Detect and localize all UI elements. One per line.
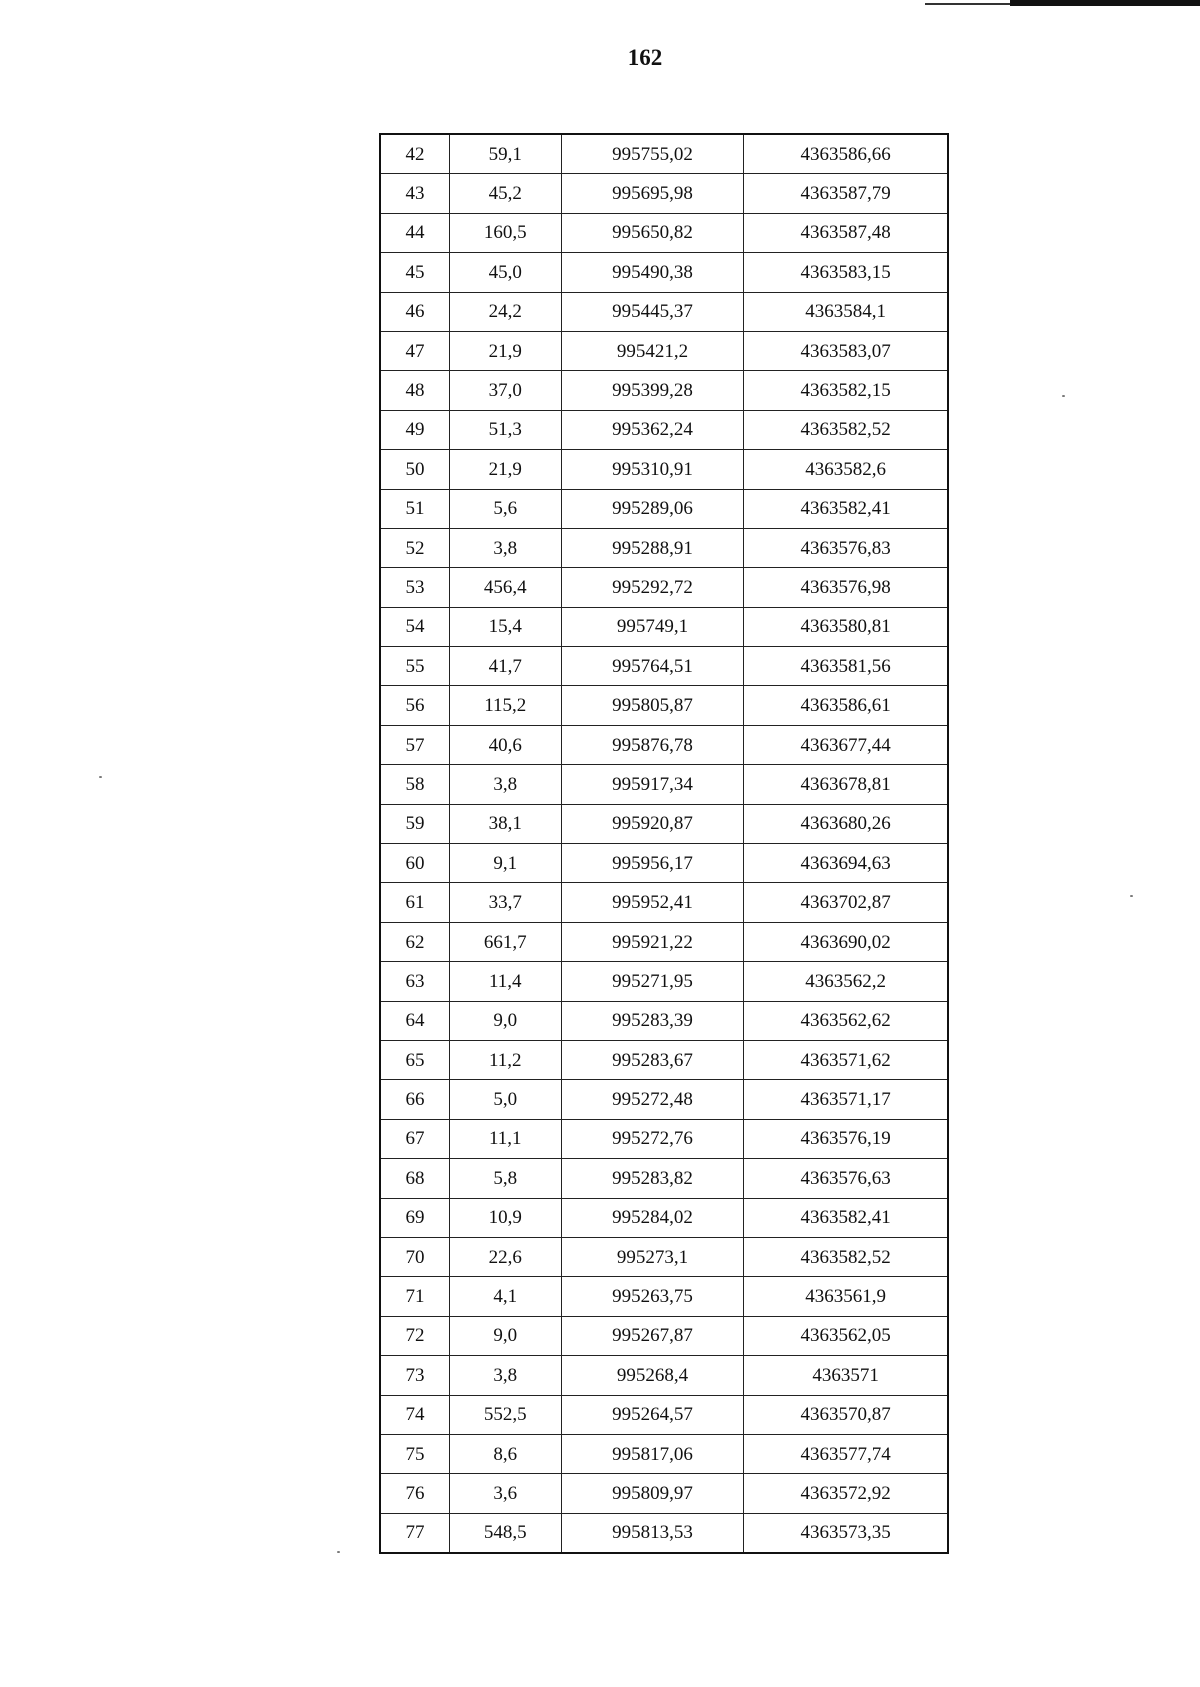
segment-length-cell: 37,0: [449, 371, 561, 410]
y-coordinate-cell: 4363581,56: [744, 647, 948, 686]
y-coordinate-cell: 4363576,63: [744, 1159, 948, 1198]
y-coordinate-cell: 4363577,74: [744, 1434, 948, 1473]
point-number-cell: 73: [380, 1356, 449, 1395]
x-coordinate-cell: 995272,76: [561, 1119, 744, 1158]
y-coordinate-cell: 4363690,02: [744, 922, 948, 961]
x-coordinate-cell: 995272,48: [561, 1080, 744, 1119]
table-row: [380, 1474, 948, 1513]
table-row: [380, 1198, 948, 1237]
x-coordinate-cell: 995805,87: [561, 686, 744, 725]
table-row: [380, 1159, 948, 1198]
table-row: [380, 1237, 948, 1276]
segment-length-cell: 5,6: [449, 489, 561, 528]
x-coordinate-cell: 995952,41: [561, 883, 744, 922]
table-row: [380, 568, 948, 607]
x-coordinate-cell: 995917,34: [561, 765, 744, 804]
point-number-cell: 61: [380, 883, 449, 922]
table-row: [380, 134, 948, 174]
scan-speck: [337, 1551, 340, 1553]
y-coordinate-cell: 4363570,87: [744, 1395, 948, 1434]
y-coordinate-cell: 4363586,66: [744, 134, 948, 174]
x-coordinate-cell: 995813,53: [561, 1513, 744, 1553]
x-coordinate-cell: 995399,28: [561, 371, 744, 410]
y-coordinate-cell: 4363587,48: [744, 213, 948, 252]
segment-length-cell: 10,9: [449, 1198, 561, 1237]
table-row: [380, 371, 948, 410]
segment-length-cell: 45,2: [449, 174, 561, 213]
table-row: [380, 253, 948, 292]
scan-speck: [99, 776, 102, 778]
point-number-cell: 68: [380, 1159, 449, 1198]
segment-length-cell: 21,9: [449, 331, 561, 370]
segment-length-cell: 9,0: [449, 1316, 561, 1355]
y-coordinate-cell: 4363586,61: [744, 686, 948, 725]
x-coordinate-cell: 995289,06: [561, 489, 744, 528]
scan-speck: [1130, 895, 1133, 897]
point-number-cell: 51: [380, 489, 449, 528]
segment-length-cell: 115,2: [449, 686, 561, 725]
y-coordinate-cell: 4363576,98: [744, 568, 948, 607]
table-row: [380, 962, 948, 1001]
y-coordinate-cell: 4363587,79: [744, 174, 948, 213]
point-number-cell: 48: [380, 371, 449, 410]
scan-speck: [1062, 395, 1065, 397]
x-coordinate-cell: 995283,82: [561, 1159, 744, 1198]
table-row: [380, 1316, 948, 1355]
segment-length-cell: 661,7: [449, 922, 561, 961]
y-coordinate-cell: 4363571,17: [744, 1080, 948, 1119]
table-row: [380, 922, 948, 961]
y-coordinate-cell: 4363680,26: [744, 804, 948, 843]
point-number-cell: 74: [380, 1395, 449, 1434]
x-coordinate-cell: 995921,22: [561, 922, 744, 961]
x-coordinate-cell: 995310,91: [561, 450, 744, 489]
point-number-cell: 50: [380, 450, 449, 489]
table-row: [380, 1001, 948, 1040]
segment-length-cell: 11,2: [449, 1040, 561, 1079]
point-number-cell: 66: [380, 1080, 449, 1119]
segment-length-cell: 3,6: [449, 1474, 561, 1513]
top-edge-rule-thin: [925, 3, 1010, 5]
x-coordinate-cell: 995267,87: [561, 1316, 744, 1355]
x-coordinate-cell: 995695,98: [561, 174, 744, 213]
point-number-cell: 47: [380, 331, 449, 370]
table-row: [380, 528, 948, 567]
y-coordinate-cell: 4363561,9: [744, 1277, 948, 1316]
y-coordinate-cell: 4363582,52: [744, 410, 948, 449]
point-number-cell: 45: [380, 253, 449, 292]
segment-length-cell: 456,4: [449, 568, 561, 607]
y-coordinate-cell: 4363572,92: [744, 1474, 948, 1513]
x-coordinate-cell: 995764,51: [561, 647, 744, 686]
x-coordinate-cell: 995284,02: [561, 1198, 744, 1237]
table-row: [380, 1119, 948, 1158]
x-coordinate-cell: 995273,1: [561, 1237, 744, 1276]
segment-length-cell: 11,4: [449, 962, 561, 1001]
point-number-cell: 44: [380, 213, 449, 252]
point-number-cell: 43: [380, 174, 449, 213]
segment-length-cell: 5,8: [449, 1159, 561, 1198]
y-coordinate-cell: 4363573,35: [744, 1513, 948, 1553]
segment-length-cell: 59,1: [449, 134, 561, 174]
point-number-cell: 67: [380, 1119, 449, 1158]
point-number-cell: 70: [380, 1237, 449, 1276]
point-number-cell: 49: [380, 410, 449, 449]
point-number-cell: 71: [380, 1277, 449, 1316]
point-number-cell: 65: [380, 1040, 449, 1079]
point-number-cell: 69: [380, 1198, 449, 1237]
y-coordinate-cell: 4363562,2: [744, 962, 948, 1001]
x-coordinate-cell: 995362,24: [561, 410, 744, 449]
x-coordinate-cell: 995263,75: [561, 1277, 744, 1316]
x-coordinate-cell: 995920,87: [561, 804, 744, 843]
x-coordinate-cell: 995445,37: [561, 292, 744, 331]
table-row: [380, 1040, 948, 1079]
segment-length-cell: 51,3: [449, 410, 561, 449]
y-coordinate-cell: 4363582,41: [744, 1198, 948, 1237]
table-row: [380, 410, 948, 449]
point-number-cell: 76: [380, 1474, 449, 1513]
point-number-cell: 59: [380, 804, 449, 843]
segment-length-cell: 3,8: [449, 1356, 561, 1395]
segment-length-cell: 21,9: [449, 450, 561, 489]
point-number-cell: 72: [380, 1316, 449, 1355]
x-coordinate-cell: 995283,67: [561, 1040, 744, 1079]
x-coordinate-cell: 995817,06: [561, 1434, 744, 1473]
top-edge-rule: [900, 0, 1200, 6]
point-number-cell: 54: [380, 607, 449, 646]
segment-length-cell: 8,6: [449, 1434, 561, 1473]
segment-length-cell: 33,7: [449, 883, 561, 922]
coordinates-table-body: [380, 134, 948, 1553]
y-coordinate-cell: 4363694,63: [744, 844, 948, 883]
x-coordinate-cell: 995749,1: [561, 607, 744, 646]
segment-length-cell: 5,0: [449, 1080, 561, 1119]
top-edge-rule-thick: [1010, 0, 1200, 6]
segment-length-cell: 15,4: [449, 607, 561, 646]
segment-length-cell: 160,5: [449, 213, 561, 252]
segment-length-cell: 22,6: [449, 1237, 561, 1276]
table-row: [380, 844, 948, 883]
x-coordinate-cell: 995490,38: [561, 253, 744, 292]
x-coordinate-cell: 995755,02: [561, 134, 744, 174]
y-coordinate-cell: 4363582,41: [744, 489, 948, 528]
y-coordinate-cell: 4363580,81: [744, 607, 948, 646]
coordinates-table: [379, 133, 949, 1554]
x-coordinate-cell: 995271,95: [561, 962, 744, 1001]
x-coordinate-cell: 995292,72: [561, 568, 744, 607]
x-coordinate-cell: 995650,82: [561, 213, 744, 252]
y-coordinate-cell: 4363562,05: [744, 1316, 948, 1355]
segment-length-cell: 41,7: [449, 647, 561, 686]
y-coordinate-cell: 4363562,62: [744, 1001, 948, 1040]
x-coordinate-cell: 995809,97: [561, 1474, 744, 1513]
point-number-cell: 56: [380, 686, 449, 725]
point-number-cell: 42: [380, 134, 449, 174]
table-row: [380, 686, 948, 725]
x-coordinate-cell: 995288,91: [561, 528, 744, 567]
segment-length-cell: 552,5: [449, 1395, 561, 1434]
point-number-cell: 53: [380, 568, 449, 607]
table-row: [380, 1434, 948, 1473]
x-coordinate-cell: 995283,39: [561, 1001, 744, 1040]
y-coordinate-cell: 4363582,6: [744, 450, 948, 489]
y-coordinate-cell: 4363583,07: [744, 331, 948, 370]
table-row: [380, 883, 948, 922]
table-row: [380, 1395, 948, 1434]
table-row: [380, 647, 948, 686]
table-row: [380, 804, 948, 843]
segment-length-cell: 45,0: [449, 253, 561, 292]
point-number-cell: 63: [380, 962, 449, 1001]
y-coordinate-cell: 4363576,19: [744, 1119, 948, 1158]
point-number-cell: 58: [380, 765, 449, 804]
x-coordinate-cell: 995876,78: [561, 725, 744, 764]
table-row: [380, 607, 948, 646]
point-number-cell: 60: [380, 844, 449, 883]
segment-length-cell: 3,8: [449, 765, 561, 804]
y-coordinate-cell: 4363584,1: [744, 292, 948, 331]
table-row: [380, 489, 948, 528]
point-number-cell: 75: [380, 1434, 449, 1473]
y-coordinate-cell: 4363582,52: [744, 1237, 948, 1276]
page-number: 162: [627, 45, 663, 70]
point-number-cell: 46: [380, 292, 449, 331]
point-number-cell: 62: [380, 922, 449, 961]
table-row: [380, 1080, 948, 1119]
point-number-cell: 64: [380, 1001, 449, 1040]
y-coordinate-cell: 4363702,87: [744, 883, 948, 922]
y-coordinate-cell: 4363571,62: [744, 1040, 948, 1079]
y-coordinate-cell: 4363576,83: [744, 528, 948, 567]
point-number-cell: 55: [380, 647, 449, 686]
segment-length-cell: 3,8: [449, 528, 561, 567]
table-row: [380, 1513, 948, 1553]
table-row: [380, 292, 948, 331]
y-coordinate-cell: 4363678,81: [744, 765, 948, 804]
table-row: [380, 725, 948, 764]
y-coordinate-cell: 4363582,15: [744, 371, 948, 410]
segment-length-cell: 9,1: [449, 844, 561, 883]
table-row: [380, 1356, 948, 1395]
y-coordinate-cell: 4363583,15: [744, 253, 948, 292]
segment-length-cell: 38,1: [449, 804, 561, 843]
x-coordinate-cell: 995956,17: [561, 844, 744, 883]
x-coordinate-cell: 995264,57: [561, 1395, 744, 1434]
segment-length-cell: 24,2: [449, 292, 561, 331]
point-number-cell: 77: [380, 1513, 449, 1553]
segment-length-cell: 548,5: [449, 1513, 561, 1553]
x-coordinate-cell: 995268,4: [561, 1356, 744, 1395]
segment-length-cell: 11,1: [449, 1119, 561, 1158]
y-coordinate-cell: 4363677,44: [744, 725, 948, 764]
point-number-cell: 52: [380, 528, 449, 567]
table-row: [380, 174, 948, 213]
segment-length-cell: 9,0: [449, 1001, 561, 1040]
table-row: [380, 213, 948, 252]
table-row: [380, 331, 948, 370]
table-row: [380, 450, 948, 489]
table-row: [380, 1277, 948, 1316]
segment-length-cell: 40,6: [449, 725, 561, 764]
x-coordinate-cell: 995421,2: [561, 331, 744, 370]
segment-length-cell: 4,1: [449, 1277, 561, 1316]
point-number-cell: 57: [380, 725, 449, 764]
y-coordinate-cell: 4363571: [744, 1356, 948, 1395]
table-row: [380, 765, 948, 804]
